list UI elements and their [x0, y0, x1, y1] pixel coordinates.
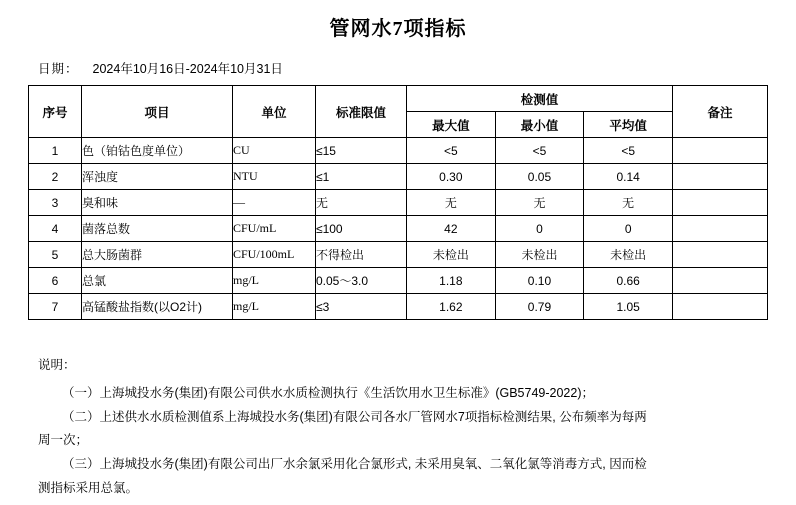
notes-section	[38, 354, 796, 501]
cell-max: 无	[407, 190, 496, 216]
cell-index: 2	[29, 164, 82, 190]
header-measured-group: 检测值	[407, 86, 673, 112]
note-line-4: （三）上海城投水务(集团)有限公司出厂水余氯采用化合氯形式, 未采用臭氧、二氧化氯等消毒方式, 因而检	[62, 457, 647, 471]
cell-avg: 0.14	[584, 164, 673, 190]
cell-index: 4	[29, 216, 82, 242]
cell-index: 6	[29, 268, 82, 294]
note-line-2: （二）上述供水水质检测值系上海城投水务(集团)有限公司各水厂管网水7项指标检测结果, 公布频率为每两	[62, 409, 647, 424]
cell-standard: ≤1	[316, 164, 407, 190]
water-quality-table	[28, 85, 768, 320]
cell-remark	[673, 242, 768, 268]
header-max: 最大值	[407, 112, 496, 138]
cell-item: 菌落总数	[82, 216, 233, 242]
cell-unit: mg/L	[233, 268, 316, 294]
cell-avg: 0	[584, 216, 673, 242]
cell-standard: ≤3	[316, 294, 407, 320]
cell-min: 0.79	[495, 294, 584, 320]
cell-remark	[673, 164, 768, 190]
cell-avg: 未检出	[584, 242, 673, 268]
date-value: 2024年10月16日-2024年10月31日	[92, 62, 283, 76]
cell-unit: mg/L	[233, 294, 316, 320]
table-row	[29, 268, 768, 294]
cell-min: 0.10	[495, 268, 584, 294]
header-min: 最小值	[495, 112, 584, 138]
cell-standard: 不得检出	[316, 242, 407, 268]
cell-standard: ≤100	[316, 216, 407, 242]
cell-min: 无	[495, 190, 584, 216]
cell-standard: 0.05～3.0	[316, 268, 407, 294]
table-row	[29, 216, 768, 242]
cell-avg: 1.05	[584, 294, 673, 320]
table-row	[29, 294, 768, 320]
note-line-5: 测指标采用总氯。	[38, 480, 139, 495]
cell-item: 总氯	[82, 268, 233, 294]
date-label: 日期：	[38, 62, 79, 76]
cell-max: 42	[407, 216, 496, 242]
header-standard: 标准限值	[316, 86, 407, 138]
table-row	[29, 138, 768, 164]
cell-item: 高锰酸盐指数(以O2计)	[82, 294, 233, 320]
cell-min: 0.05	[495, 164, 584, 190]
cell-avg: 无	[584, 190, 673, 216]
cell-index: 7	[29, 294, 82, 320]
cell-unit: NTU	[233, 164, 316, 190]
table-row	[29, 190, 768, 216]
cell-unit: CFU/100mL	[233, 242, 316, 268]
cell-avg: <5	[584, 138, 673, 164]
cell-index: 3	[29, 190, 82, 216]
note-line-3: 周一次；	[38, 433, 89, 448]
page-title: 管网水7项指标	[329, 18, 467, 40]
cell-remark	[673, 294, 768, 320]
cell-index: 5	[29, 242, 82, 268]
document-page	[0, 12, 796, 505]
header-remark: 备注	[673, 86, 768, 138]
cell-remark	[673, 268, 768, 294]
cell-item: 色（铂钴色度单位）	[82, 138, 233, 164]
cell-unit: —	[233, 190, 316, 216]
cell-avg: 0.66	[584, 268, 673, 294]
cell-standard: ≤15	[316, 138, 407, 164]
cell-max: 1.62	[407, 294, 496, 320]
cell-max: 0.30	[407, 164, 496, 190]
cell-item: 浑浊度	[82, 164, 233, 190]
cell-min: <5	[495, 138, 584, 164]
cell-max: 1.18	[407, 268, 496, 294]
table-row	[29, 164, 768, 190]
header-avg: 平均值	[584, 112, 673, 138]
cell-max: <5	[407, 138, 496, 164]
table-head	[29, 86, 768, 138]
table-body	[29, 138, 768, 320]
header-index: 序号	[29, 86, 82, 138]
cell-remark	[673, 216, 768, 242]
table-header-row-1	[29, 86, 768, 112]
table-row	[29, 242, 768, 268]
header-unit: 单位	[233, 86, 316, 138]
cell-remark	[673, 190, 768, 216]
date-line	[38, 59, 796, 77]
cell-min: 未检出	[495, 242, 584, 268]
header-item: 项目	[82, 86, 233, 138]
cell-unit: CU	[233, 138, 316, 164]
cell-standard: 无	[316, 190, 407, 216]
cell-remark	[673, 138, 768, 164]
notes-title: 说明：	[38, 358, 76, 372]
cell-item: 总大肠菌群	[82, 242, 233, 268]
cell-max: 未检出	[407, 242, 496, 268]
cell-unit: CFU/mL	[233, 216, 316, 242]
cell-min: 0	[495, 216, 584, 242]
note-line-1: （一）上海城投水务(集团)有限公司供水水质检测执行《生活饮用水卫生标准》(GB5749-2022)；	[62, 385, 594, 400]
cell-index: 1	[29, 138, 82, 164]
cell-item: 臭和味	[82, 190, 233, 216]
